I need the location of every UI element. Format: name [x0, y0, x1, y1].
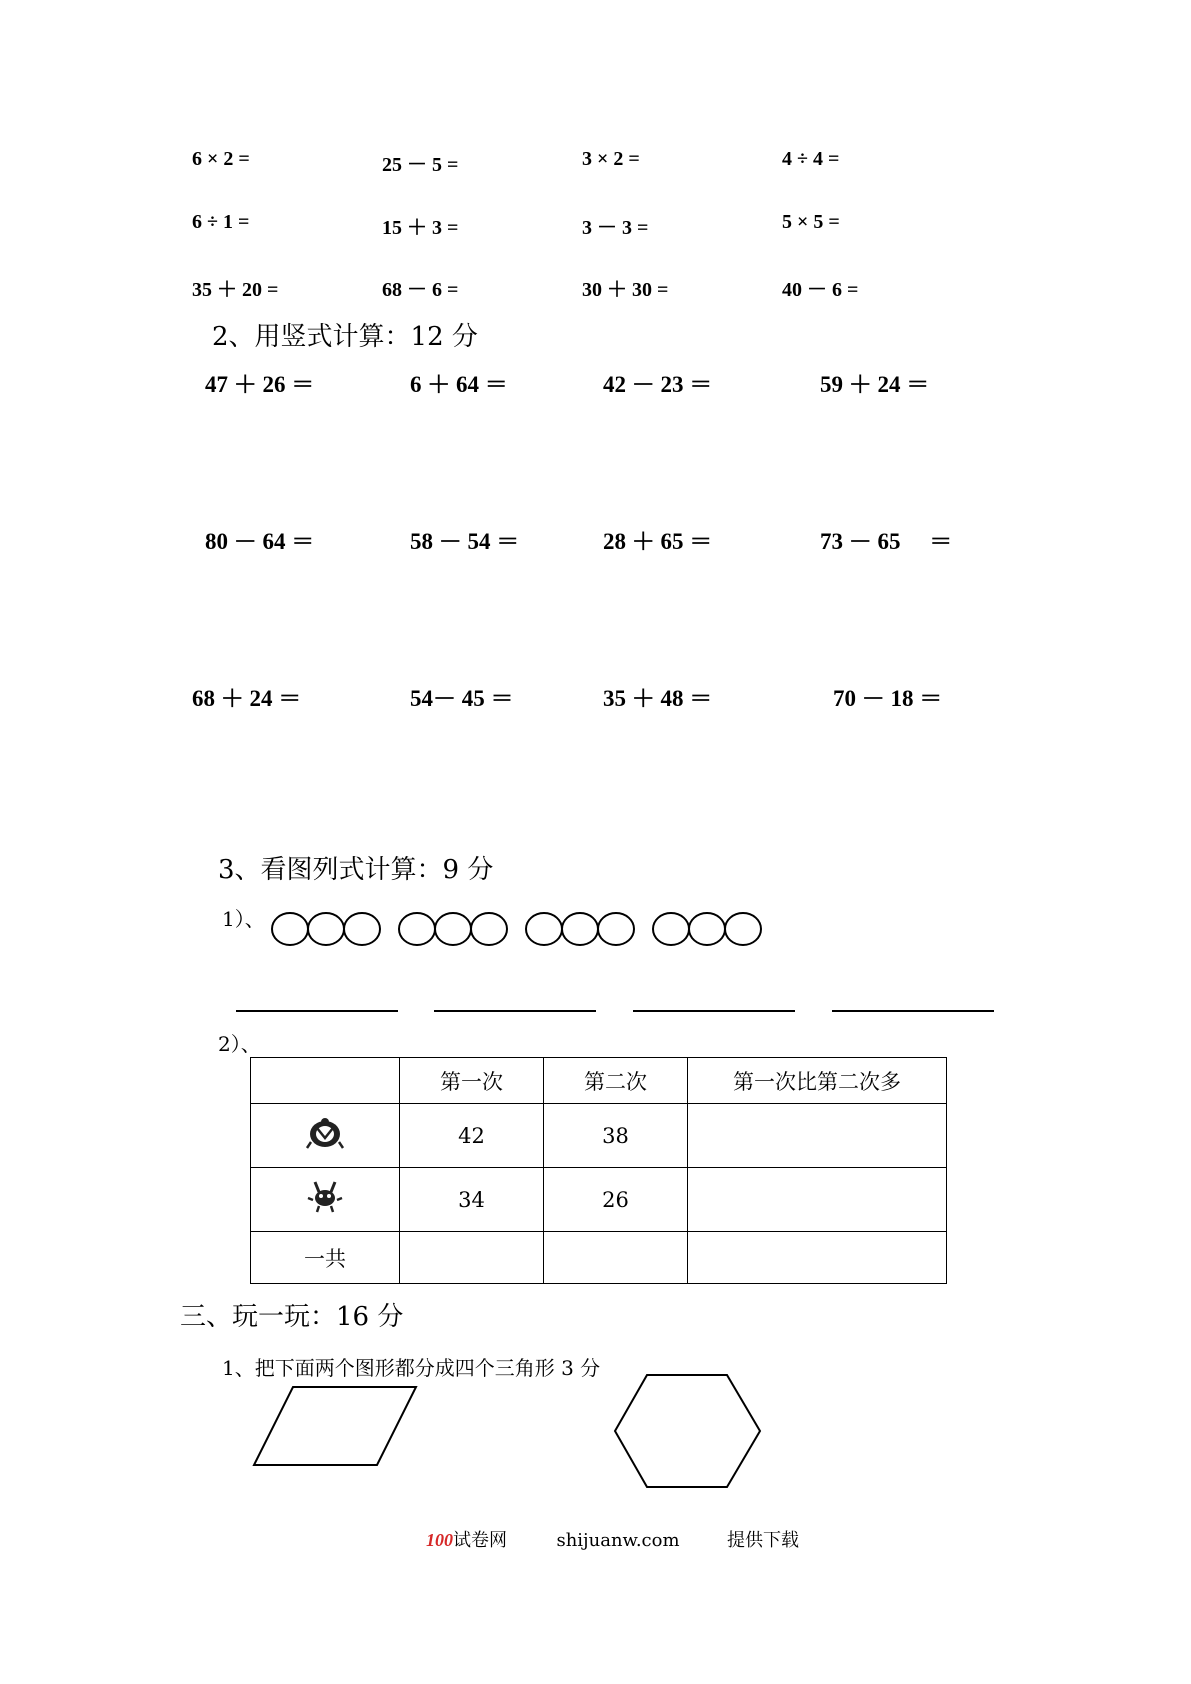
circle: [725, 913, 761, 945]
table-header-cell: 第一次: [400, 1058, 544, 1104]
oral-problem: 3 － 3 =: [582, 217, 649, 239]
table-cell: 38: [544, 1104, 688, 1168]
circle-group: [653, 913, 761, 945]
circle: [399, 913, 435, 945]
table-total-row: [251, 1232, 947, 1284]
vertical-problem: 42 － 23 ＝: [603, 372, 713, 397]
vertical-problem: 58 － 54 ＝: [410, 529, 520, 554]
parallelogram-shape[interactable]: [250, 1385, 420, 1467]
oral-problem: 6 ÷ 1 =: [192, 211, 250, 233]
row-icon-cell: [251, 1168, 400, 1232]
circle-groups: [266, 908, 766, 950]
answer-blank[interactable]: [832, 1010, 994, 1012]
table-row: [251, 1104, 947, 1168]
basketball-player-icon: [305, 1116, 345, 1150]
table-header-row: [251, 1058, 947, 1104]
oral-problem: 5 × 5 =: [782, 211, 840, 233]
row-icon-cell: [251, 1104, 400, 1168]
circle: [308, 913, 344, 945]
vertical-problem: 28 ＋ 65 ＝: [603, 529, 713, 554]
vertical-problem: 59 ＋ 24 ＝: [820, 372, 930, 397]
vertical-problem: 6 ＋ 64 ＝: [410, 372, 508, 397]
circle: [471, 913, 507, 945]
oral-problem: 3 × 2 =: [582, 148, 640, 170]
circle: [272, 913, 308, 945]
table-cell: 26: [544, 1168, 688, 1232]
section-play-title: 三、玩一玩：16 分: [180, 1302, 404, 1332]
circle: [435, 913, 471, 945]
question-2-label: 2）、: [218, 1032, 261, 1056]
vertical-problem: 70 － 18 ＝: [833, 686, 943, 711]
table-cell: 34: [400, 1168, 544, 1232]
site-logo: 100: [426, 1530, 453, 1550]
circle: [598, 913, 634, 945]
oral-problem: 68 － 6 =: [382, 279, 459, 301]
total-label: 一共: [251, 1232, 400, 1284]
circle-group: [272, 913, 380, 945]
site-url[interactable]: shijuanw.com: [556, 1530, 680, 1551]
oral-problem: 35 ＋ 20 =: [192, 279, 279, 301]
section-3-title: 3、看图列式计算：9 分: [218, 855, 494, 885]
vertical-problem: 73 － 65 ＝: [820, 529, 953, 554]
score-table: [250, 1057, 947, 1284]
answer-cell[interactable]: [688, 1104, 947, 1168]
oral-problem: 6 × 2 =: [192, 148, 250, 170]
answer-cell[interactable]: [400, 1232, 544, 1284]
hexagon-shape[interactable]: [613, 1373, 763, 1489]
oral-problem: 40 － 6 =: [782, 279, 859, 301]
table-header-cell: 第一次比第二次多: [688, 1058, 947, 1104]
answer-blank[interactable]: [236, 1010, 398, 1012]
circle-group: [526, 913, 634, 945]
oral-problem: 15 ＋ 3 =: [382, 217, 459, 239]
answer-cell[interactable]: [688, 1232, 947, 1284]
table-header-cell: 第二次: [544, 1058, 688, 1104]
answer-blank[interactable]: [434, 1010, 596, 1012]
answer-cell[interactable]: [688, 1168, 947, 1232]
vertical-problem: 68 ＋ 24 ＝: [192, 686, 302, 711]
oral-problem: 25 － 5 =: [382, 154, 459, 176]
oral-problem: 4 ÷ 4 =: [782, 148, 840, 170]
play-question-1: 1、把下面两个图形都分成四个三角形 3 分: [222, 1356, 601, 1380]
answer-blank[interactable]: [633, 1010, 795, 1012]
table-header-cell: [251, 1058, 400, 1104]
vertical-problem: 35 ＋ 48 ＝: [603, 686, 713, 711]
table-row: [251, 1168, 947, 1232]
rabbit-icon: [305, 1180, 345, 1214]
circle: [526, 913, 562, 945]
circle: [689, 913, 725, 945]
circle-group: [399, 913, 507, 945]
section-2-title: 2、用竖式计算：12 分: [212, 322, 478, 352]
footer: [426, 1526, 799, 1552]
table-cell: 42: [400, 1104, 544, 1168]
oral-problem: 30 ＋ 30 =: [582, 279, 669, 301]
circle: [562, 913, 598, 945]
vertical-problem: 80 － 64 ＝: [205, 529, 315, 554]
circle: [344, 913, 380, 945]
provider-text: 提供下载: [727, 1530, 800, 1551]
vertical-problem: 54－ 45 ＝: [410, 686, 514, 711]
vertical-problem: 47 ＋ 26 ＝: [205, 372, 315, 397]
circle: [653, 913, 689, 945]
site-name: 试卷网: [453, 1530, 507, 1551]
question-1-label: 1）、: [222, 907, 265, 931]
answer-cell[interactable]: [544, 1232, 688, 1284]
